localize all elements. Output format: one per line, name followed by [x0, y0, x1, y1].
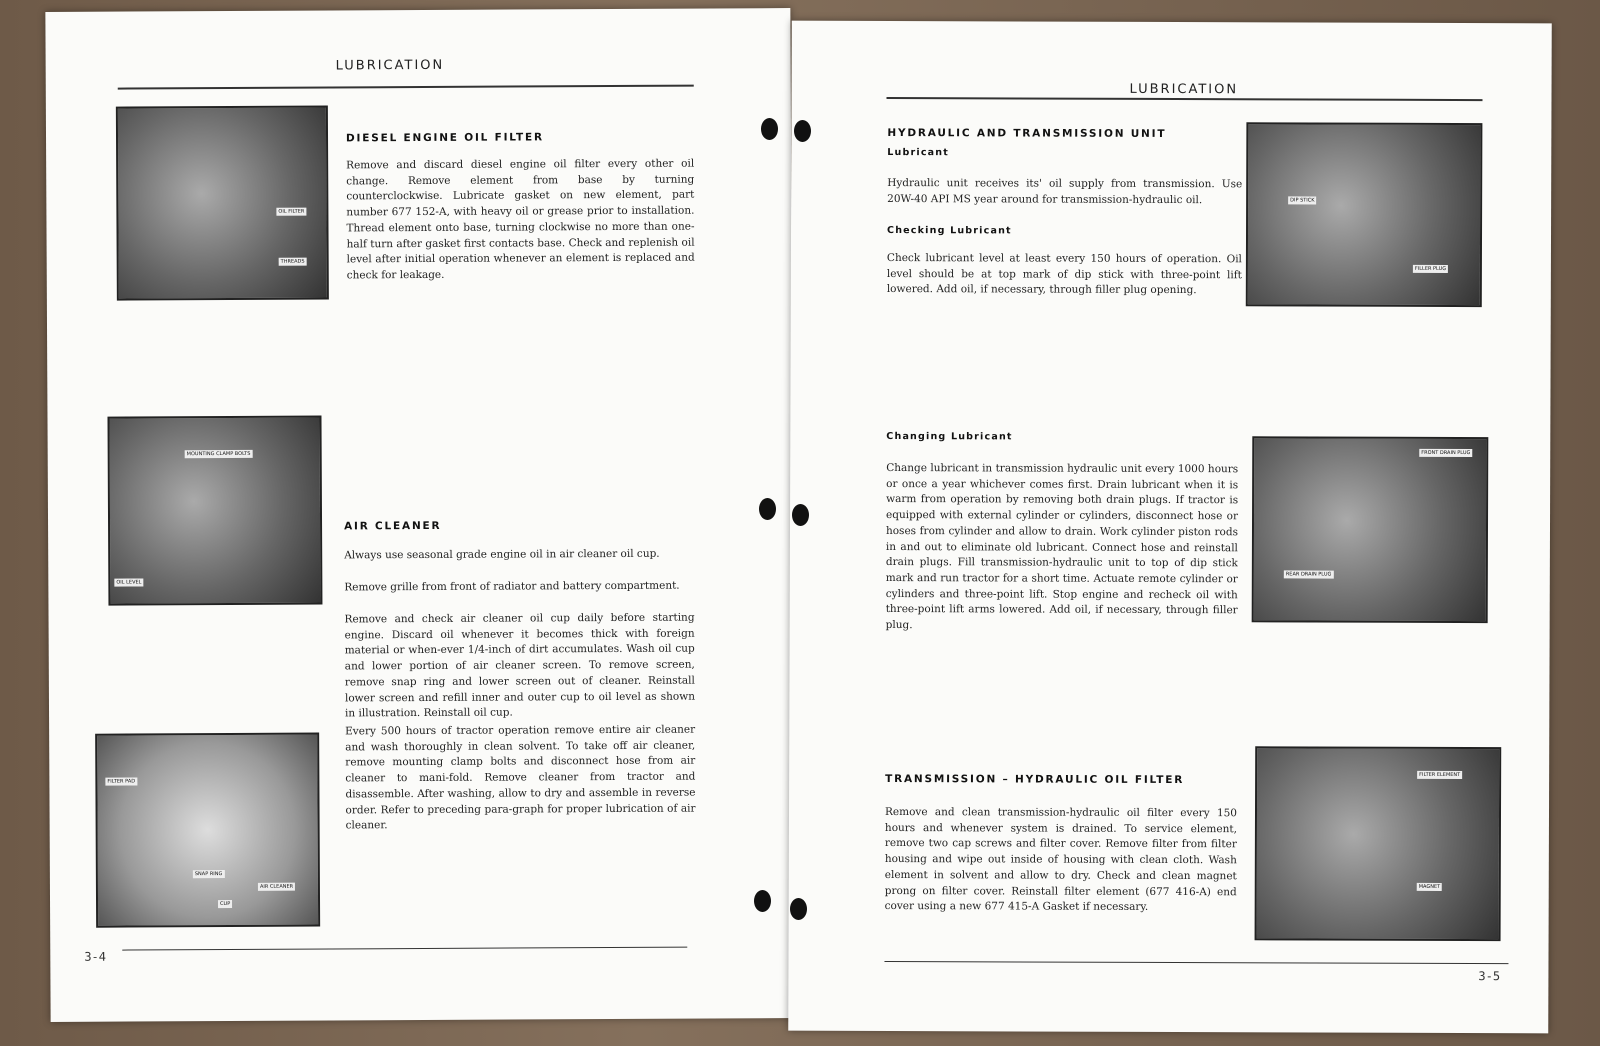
header-rule	[886, 97, 1482, 101]
paragraph: Hydraulic unit receives its' oil supply from transmission. Use 20W-40 API MS year around for transmission-hydraulic oil.	[887, 177, 1243, 206]
paragraph: Always use seasonal grade engine oil in air cleaner oil cup.	[344, 547, 660, 562]
photo-label: REAR DRAIN PLUG	[1284, 570, 1334, 578]
photo-label: AIR CLEANER	[258, 883, 295, 891]
paragraph: Remove grille from front of radiator and battery compartment.	[344, 579, 680, 594]
subsection-title: Changing Lubricant	[886, 431, 1013, 443]
paragraph: Remove and check air cleaner oil cup daily before starting engine. Discard oil whenever it becomes thick with foreign material or when-ever 1/4-inch of dirt accumulates. Wash oil cup and lower portion of air cleaner screen. To remove screen, remove snap ring and lower screen out of cleaner. Reinstall lower screen and refill inner and outer cup to oil level as shown in illustration. Reinstall oil cup.	[344, 611, 695, 720]
binding-hole	[761, 118, 778, 140]
binding-hole	[790, 898, 807, 920]
section-title: AIR CLEANER	[344, 519, 442, 533]
dip-stick-photo	[1246, 122, 1483, 307]
hydraulic-filter-photo	[1255, 746, 1502, 941]
footer-rule	[122, 947, 687, 951]
air-cleaner-photo	[107, 416, 322, 606]
paragraph: Change lubricant in transmission hydraulic unit every 1000 hours or once a year whichever comes first. Drain lubricant when it is warm from operation by removing both drain plugs. If tractor is equipped with external cylinder or cylinders, disconnect hose or hoses from cylinder and allow to drain. Work cylinder piston rods in and out to eliminate old lubricant. Connect hose and reinstall drain plugs. Fill transmission-hydraulic unit to top of dip stick mark and run tractor for a short time. Actuate remote cylinder or cylinders and three-point lift. Stop engine and recheck oil with three-point lift arms lowered. Add oil, if necessary, through filler plug.	[885, 462, 1239, 632]
section-title: TRANSMISSION – HYDRAULIC OIL FILTER	[885, 773, 1185, 787]
binding-hole	[794, 120, 811, 142]
paragraph: Remove and clean transmission-hydraulic oil filter every 150 hours and whenever system is drained. To service element, remove two cap screws and filter cover. Remove filter from filter housing and wipe out inside of housing with clean cloth. Wash element in solvent and allow to dry. Check and clean magnet prong on filter cover. Reinstall filter element (677 416-A) end cover using a new 677 415-A Gasket if necessary.	[884, 806, 1238, 914]
binding-hole	[754, 890, 771, 912]
footer-rule	[884, 961, 1508, 964]
photo-label: FILLER PLUG	[1413, 265, 1448, 273]
section-title: DIESEL ENGINE OIL FILTER	[345, 131, 544, 145]
paragraph: Remove and discard diesel engine oil filter every other oil change. Remove element from base by turning counterclockwise. Lubricate gasket on new element, part number 677 152-A, with heavy oil or grease prior to installation. Thread element onto base, turning clockwise no more than one-half turn after gasket first contacts base. Check and replenish oil level after initial operation whenever an element is replaced and check for leakage.	[346, 157, 695, 282]
page-number: 3-4	[84, 949, 107, 964]
oil-filter-photo	[116, 105, 329, 300]
binding-hole	[792, 504, 809, 526]
subsection-title: Checking Lubricant	[887, 225, 1012, 237]
photo-label: MAGNET	[1417, 883, 1443, 891]
photo-label: OIL LEVEL	[114, 578, 143, 586]
photo-label: CUP	[218, 900, 232, 908]
left-page	[45, 8, 795, 1022]
photo-label: OIL FILTER	[276, 208, 306, 216]
subsection-title: Lubricant	[887, 147, 950, 159]
photo-label: MOUNTING CLAMP BOLTS	[185, 450, 253, 458]
header-rule	[118, 85, 694, 90]
photo-label: THREADS	[279, 258, 307, 266]
photo-label: FILTER PAD	[105, 777, 137, 785]
page-number: 3-5	[1478, 969, 1501, 984]
photo-label: DIP STICK	[1288, 196, 1316, 204]
page-header: LUBRICATION	[335, 57, 445, 74]
paragraph: Every 500 hours of tractor operation remove entire air cleaner and wash thoroughly in clean solvent. To take off air cleaner, remove mounting clamp bolts and disconnect hose from air cleaner to mani-fold. Remove cleaner from tractor and disassemble. After washing, allow to dry and assemble in reverse order. Refer to preceding para-graph for proper lubrication of air cleaner.	[345, 723, 696, 832]
page-header: LUBRICATION	[1129, 81, 1239, 98]
photo-label: SNAP RING	[193, 870, 225, 878]
section-title: HYDRAULIC AND TRANSMISSION UNIT	[887, 127, 1167, 140]
paragraph: Check lubricant level at least every 150 hours of operation. Oil level should be at top mark of dip stick with three-point lift lowered. Add oil, if necessary, through filler plug opening.	[886, 252, 1242, 297]
right-page	[788, 21, 1552, 1034]
drain-plug-photo	[1252, 436, 1489, 623]
air-cleaner-parts-photo	[95, 733, 320, 928]
photo-label: FRONT DRAIN PLUG	[1419, 449, 1472, 457]
photo-label: FILTER ELEMENT	[1417, 771, 1462, 779]
binding-hole	[759, 498, 776, 520]
